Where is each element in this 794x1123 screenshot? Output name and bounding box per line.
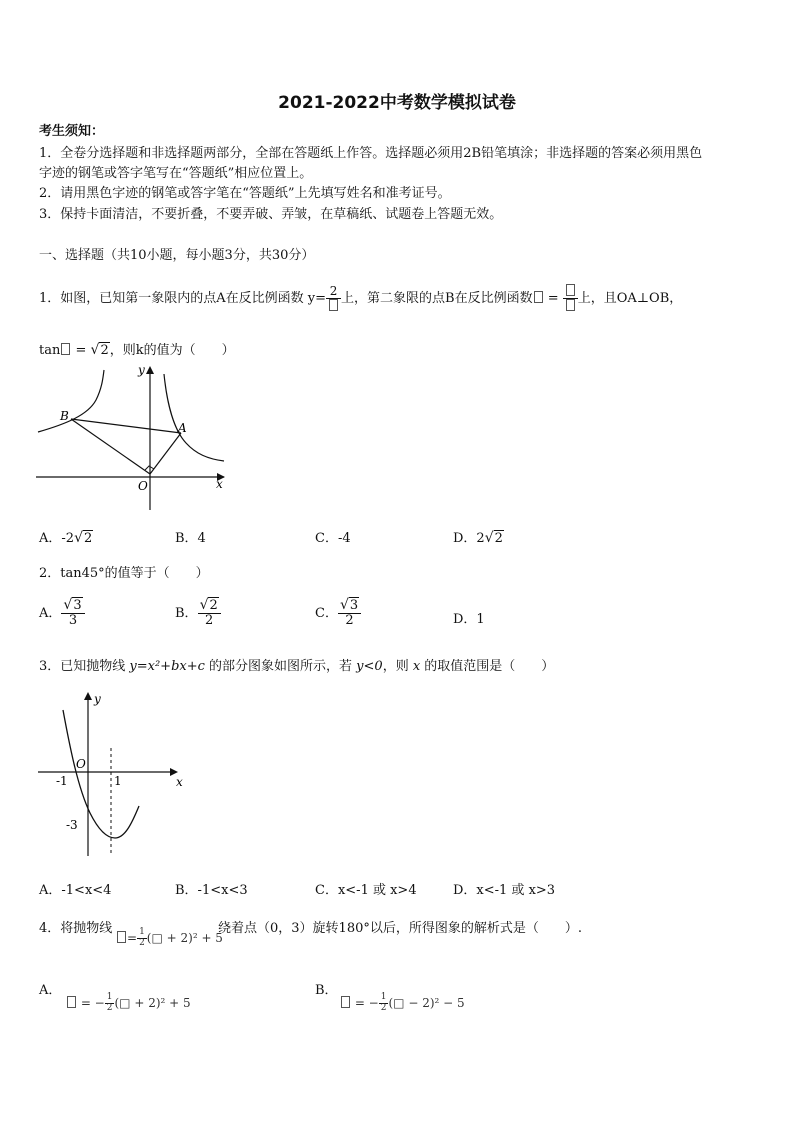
question-2-text: 2．tan45°的值等于（ ）	[39, 566, 209, 581]
y-axis-arrow	[84, 692, 92, 700]
placeholder-box	[67, 996, 76, 1008]
q1-option-a[interactable]: A．-2√2	[39, 530, 93, 546]
q4-option-b-expr: = − $\frac{1}{2}$ (□ − 2)² − 5	[340, 993, 465, 1014]
q4-given-parabola: = $\frac{1}{2}$ (□ + 2)² + 5	[116, 928, 223, 949]
notice-heading: 考生须知：	[39, 124, 105, 139]
q1-fraction-2-over-x: 2	[326, 285, 341, 313]
placeholder-box	[61, 343, 70, 355]
origin-label: O	[138, 479, 148, 493]
tick-label-neg3: -3	[66, 818, 78, 832]
q4-option-b-label[interactable]: B．	[315, 983, 338, 998]
x-axis-label: x	[176, 775, 183, 789]
q2-option-c[interactable]: C． $\frac{√3}{2}$	[315, 598, 361, 629]
q3-figure	[36, 688, 196, 860]
q1-part-2: 上，第二象限的点B在反比例函数	[341, 291, 533, 307]
hyperbola-branch-1st-quadrant	[164, 374, 224, 461]
notice-line-1: 1．全卷分选择题和非选择题两部分，全部在答题纸上作答。选择题必须用2B铅笔填涂；非选择题的答案必须用黑色	[39, 146, 703, 161]
question-4-text-start: 4．将抛物线	[39, 921, 113, 936]
q3-option-d[interactable]: D．x<-1 或 x>3	[453, 883, 556, 898]
placeholder-box	[117, 931, 126, 943]
question-1-text: 1．如图，已知第一象限内的点A在反比例函数 y= 2 上，第二象限的点B在反比例函数 = 上，且OA⊥OB，	[39, 284, 682, 313]
section-heading: 一、选择题（共10小题，每小题3分，共30分）	[39, 248, 315, 263]
sqrt-2: √2	[90, 342, 109, 358]
q1-part-3: 上，且OA⊥OB，	[577, 291, 683, 307]
y-axis-label: y	[94, 692, 101, 706]
notice-line-1b: 字迹的钢笔或答字笔写在“答题纸”相应位置上。	[39, 166, 313, 181]
placeholder-box	[534, 291, 543, 303]
q1-figure	[36, 360, 231, 510]
q2-option-d[interactable]: D．1	[453, 612, 485, 627]
placeholder-box	[341, 996, 350, 1008]
q1-option-d[interactable]: D．2√2	[453, 530, 503, 546]
question-4-text-end: 绕着点（0，3）旋转180°以后，所得图象的解析式是（ ）.	[218, 921, 582, 936]
q1-fraction-k-over-x	[563, 284, 578, 313]
q1-option-b[interactable]: B．4	[175, 531, 206, 546]
segment-OA	[150, 433, 181, 474]
page-title: 2021-2022中考数学模拟试卷	[278, 93, 516, 113]
q3-option-a[interactable]: A．-1<x<4	[39, 883, 112, 898]
q4-option-a-label[interactable]: A．	[39, 983, 62, 998]
point-label-B: B	[60, 409, 69, 423]
q1-part-1: 1．如图，已知第一象限内的点A在反比例函数 y=	[39, 291, 327, 307]
q3-option-c[interactable]: C．x<-1 或 x>4	[315, 883, 417, 898]
x-axis-label: x	[216, 477, 223, 491]
hyperbola-branch-2nd-quadrant	[38, 370, 104, 432]
q2-option-b[interactable]: B． $\frac{√2}{2}$	[175, 598, 221, 629]
placeholder-box	[566, 299, 575, 311]
question-3-text: 3．已知抛物线 y=x²+bx+c 的部分图象如图所示，若 y<0，则 x 的取值范围是（ ）	[39, 659, 555, 674]
placeholder-box	[329, 299, 338, 311]
q1-option-c[interactable]: C．-4	[315, 531, 351, 546]
tick-label-neg1: -1	[56, 774, 68, 788]
origin-label: O	[76, 757, 86, 771]
q4-option-a-expr: = − $\frac{1}{2}$ (□ + 2)² + 5	[66, 993, 191, 1014]
placeholder-box	[566, 284, 575, 296]
notice-line-3: 3．保持卡面清洁，不要折叠，不要弄破、弄皱，在草稿纸、试题卷上答题无效。	[39, 207, 503, 222]
y-axis-arrow	[146, 366, 154, 374]
point-label-A: A	[178, 421, 187, 435]
tick-label-1: 1	[114, 774, 122, 788]
question-1-tan-line: tan = √2，则k的值为（ ）	[39, 342, 235, 358]
notice-line-2: 2．请用黑色字迹的钢笔或答字笔在“答题纸”上先填写姓名和准考证号。	[39, 186, 451, 201]
q2-option-a[interactable]: A． $\frac{√3}{3}$	[39, 598, 85, 629]
q3-option-b[interactable]: B．-1<x<3	[175, 883, 248, 898]
y-axis-label: y	[138, 363, 145, 377]
q3-parabola-expr: y=x²+bx+c	[129, 659, 205, 674]
